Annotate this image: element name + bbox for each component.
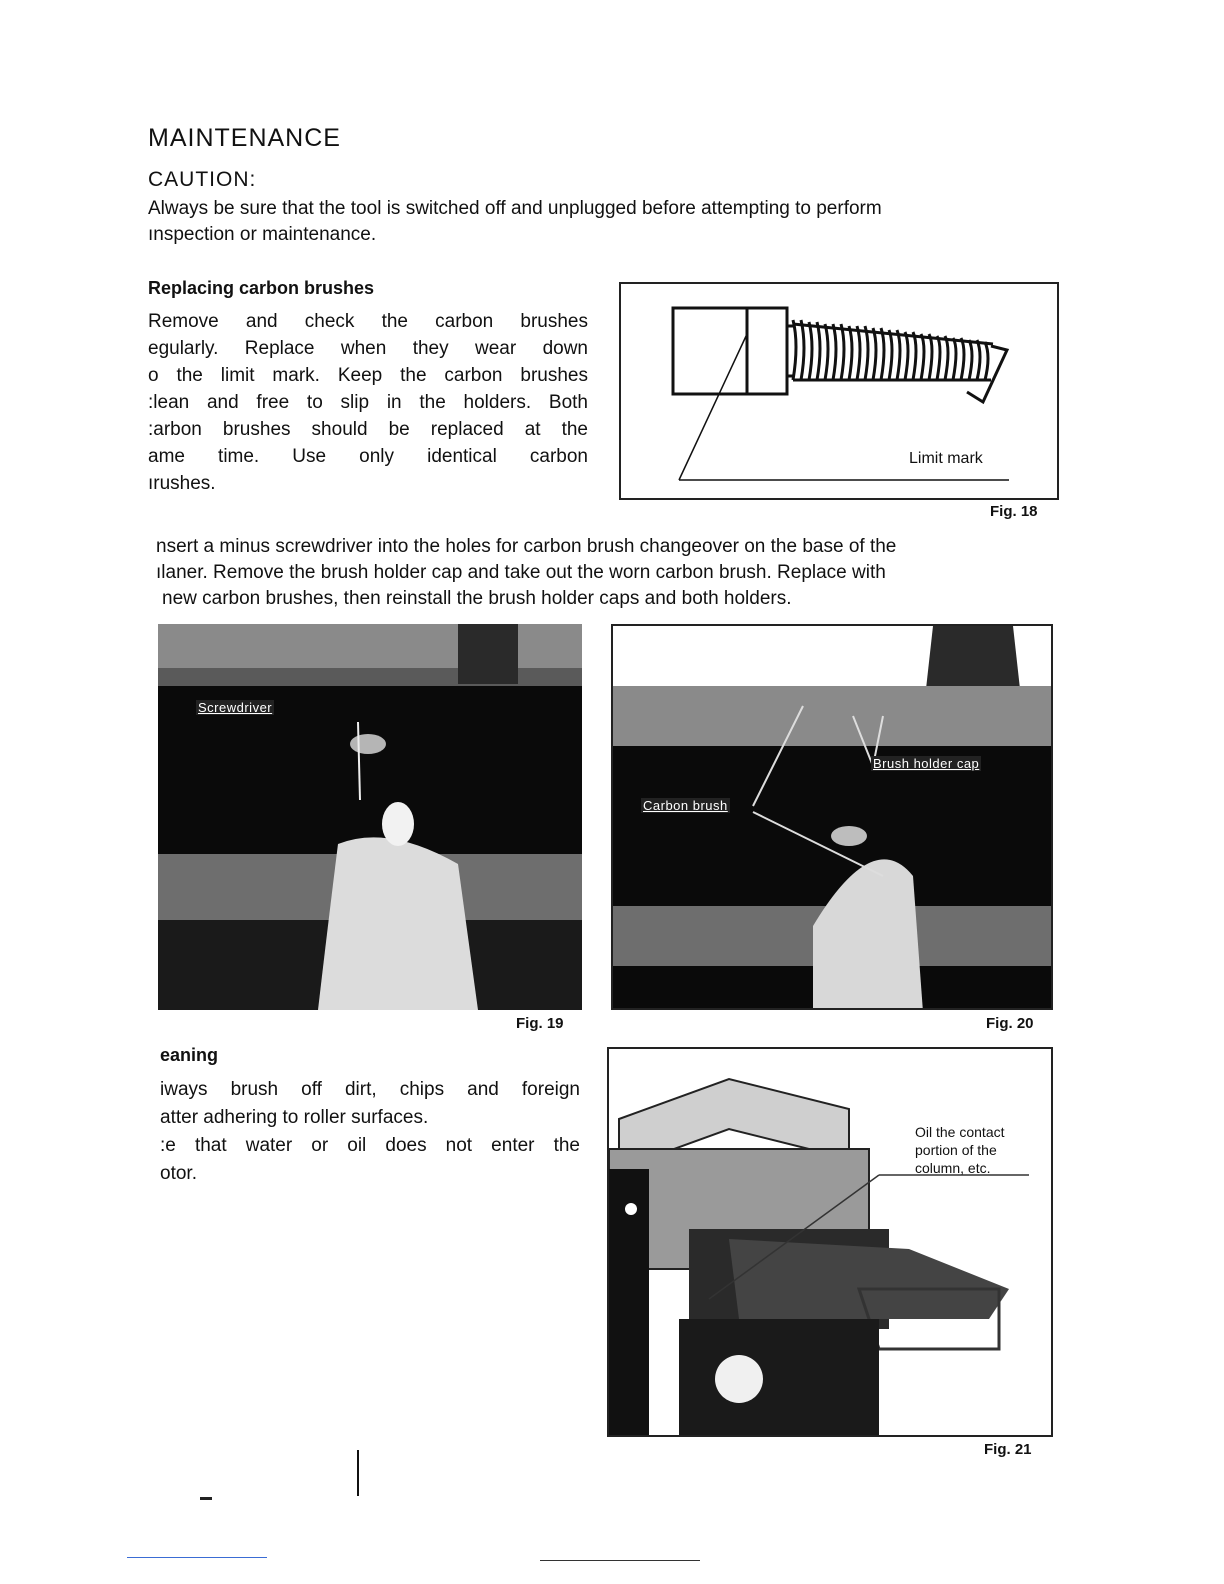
fig19-label: Fig. 19: [516, 1015, 564, 1032]
text-line: ame time. Use only identical carbon: [148, 446, 588, 467]
fig18-label: Fig. 18: [990, 503, 1038, 520]
scan-artifact-line: [540, 1560, 700, 1561]
oil-callout-line: column, etc.: [915, 1160, 991, 1176]
text-line: otor.: [160, 1163, 197, 1184]
scan-artifact-line: [127, 1557, 267, 1558]
caution-label: CAUTION:: [148, 168, 257, 191]
scan-artifact-mark: [200, 1497, 212, 1500]
caution-line: Always be sure that the tool is switched off and unplugged before attempting to perform: [148, 198, 882, 219]
text-line: egularly. Replace when they wear down: [148, 338, 588, 359]
oil-callout-line: Oil the contact: [915, 1124, 1005, 1140]
cleaning-text: [160, 1076, 580, 1188]
text-line: nsert a minus screwdriver into the holes for carbon brush changeover on the base of the: [156, 536, 897, 557]
oil-callout: [915, 1123, 1005, 1177]
fig18-diagram: [619, 282, 1059, 500]
fig19-photo: [158, 624, 582, 1010]
text-line: ılaner. Remove the brush holder cap and take out the worn carbon brush. Replace with: [156, 562, 886, 583]
scan-artifact-mark: [357, 1450, 359, 1496]
text-line: ırushes.: [148, 473, 216, 494]
carbon-brush-diagram: [621, 284, 1057, 498]
fig20-photo: [611, 624, 1053, 1010]
section-heading-carbon-brushes: Replacing carbon brushes: [148, 278, 375, 298]
planer-photo-illustration: [609, 1049, 1051, 1435]
caution-line: ınspection or maintenance.: [148, 224, 377, 245]
fig20-label: Fig. 20: [986, 1015, 1034, 1032]
fig21-label: Fig. 21: [984, 1441, 1032, 1458]
carbon-brush-photo-illustration: [613, 626, 1053, 1010]
caution-text: [148, 196, 1060, 248]
limit-mark-label: Limit mark: [909, 450, 983, 467]
carbon-brushes-text: [148, 308, 588, 497]
oil-callout-line: portion of the: [915, 1142, 997, 1158]
section-heading-cleaning: eaning: [160, 1045, 219, 1065]
insert-instructions: [156, 534, 1056, 612]
text-line: atter adhering to roller surfaces.: [160, 1107, 429, 1128]
text-line: iways brush off dirt, chips and foreign: [160, 1079, 580, 1100]
fig21-photo: [607, 1047, 1053, 1437]
text-line: o the limit mark. Keep the carbon brushes: [148, 365, 588, 386]
screwdriver-photo-illustration: [158, 624, 582, 1010]
text-line: :arbon brushes should be replaced at the: [148, 419, 588, 440]
brush-holder-cap-callout: Brush holder cap: [873, 756, 980, 771]
carbon-brush-callout: Carbon brush: [643, 798, 728, 813]
text-line: Remove and check the carbon brushes: [148, 311, 588, 332]
text-line: :lean and free to slip in the holders. Both: [148, 392, 588, 413]
screwdriver-callout: Screwdriver: [198, 700, 273, 715]
text-line: new carbon brushes, then reinstall the brush holder caps and both holders.: [162, 588, 792, 609]
text-line: :e that water or oil does not enter the: [160, 1135, 580, 1156]
page-title: MAINTENANCE: [148, 124, 341, 152]
